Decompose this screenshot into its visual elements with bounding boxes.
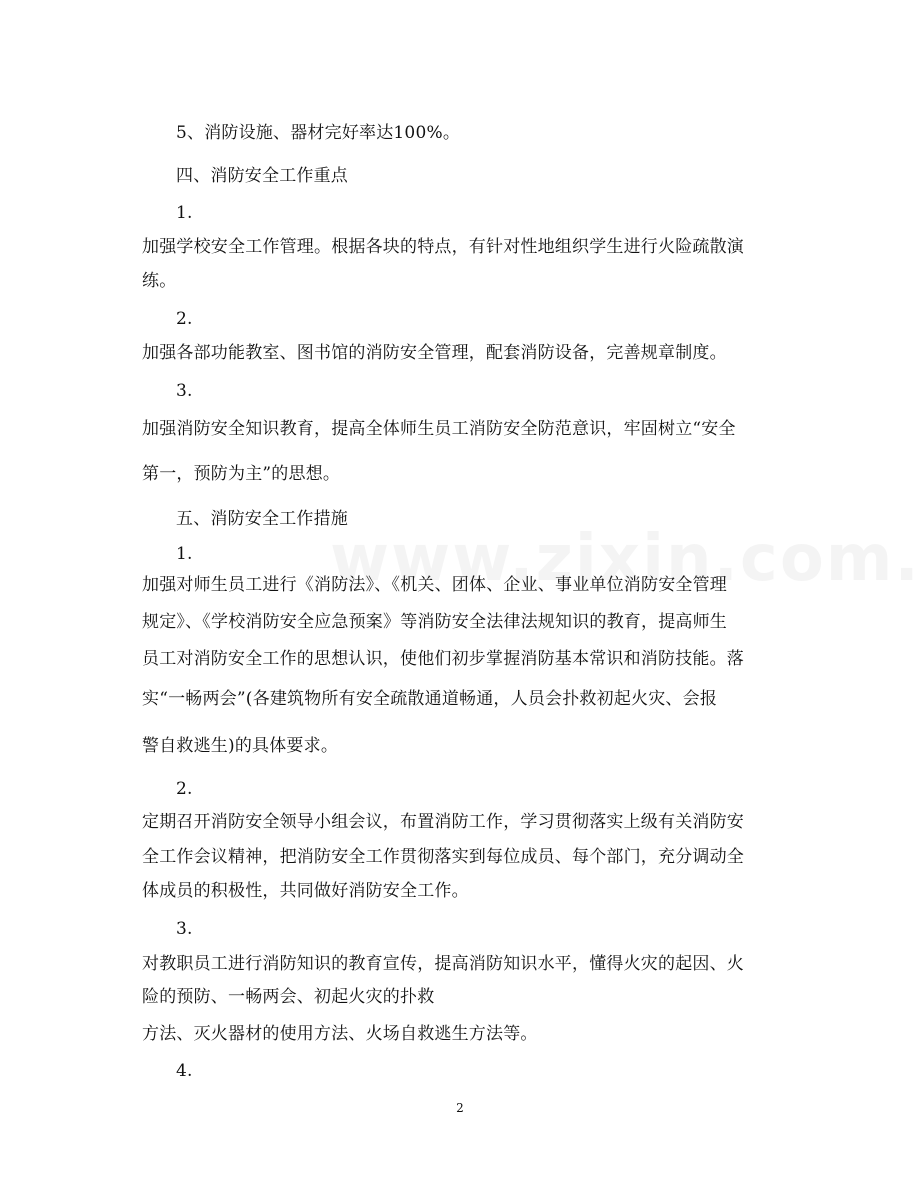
paragraph-line: 全工作会议精神，把消防安全工作贯彻落实到每位成员、每个部门，充分调动全 [142,847,744,867]
paragraph-line: 定期召开消防安全领导小组会议，布置消防工作，学习贯彻落实上级有关消防安 [142,812,744,832]
item-number: 1. [176,203,193,223]
paragraph-line: 实“一畅两会”(各建筑物所有安全疏散通道畅通，人员会扑救初起火灾、会报 [142,689,718,709]
paragraph-line: 加强学校安全工作管理。根据各块的特点，有针对性地组织学生进行火险疏散演 [142,237,744,257]
paragraph-line: 加强消防安全知识教育，提高全体师生员工消防安全防范意识，牢固树立“安全 [142,419,736,439]
item-number: 2. [176,779,193,799]
section-heading-4: 四、消防安全工作重点 [176,166,348,186]
paragraph-line: 警自救逃生)的具体要求。 [142,736,339,756]
text-line-target-5: 5、消防设施、器材完好率达100%。 [176,123,461,143]
page-number: 2 [456,1101,464,1115]
paragraph-line: 规定》、《学校消防安全应急预案》等消防安全法律法规知识的教育，提高师生 [142,612,727,632]
paragraph-line: 体成员的积极性，共同做好消防安全工作。 [142,881,469,901]
paragraph-line: 练。 [142,271,177,291]
item-number: 3. [176,919,193,939]
paragraph-line: 对教职员工进行消防知识的教育宣传，提高消防知识水平，懂得火灾的起因、火 [142,954,744,974]
paragraph-line: 加强对师生员工进行《消防法》、《机关、团体、企业、事业单位消防安全管理 [142,575,727,595]
item-number: 1. [176,544,193,564]
paragraph-line: 员工对消防安全工作的思想认识，使他们初步掌握消防基本常识和消防技能。落 [142,649,744,669]
paragraph-line: 第一，预防为主”的思想。 [142,464,341,484]
item-number: 3. [176,381,193,401]
item-number: 4. [176,1061,193,1081]
paragraph-line: 方法、灭火器材的使用方法、火场自救逃生方法等。 [142,1024,538,1044]
paragraph-line: 险的预防、一畅两会、初起火灾的扑救 [142,987,435,1007]
paragraph-line: 加强各部功能教室、图书馆的消防安全管理，配套消防设备，完善规章制度。 [142,343,727,363]
item-number: 2. [176,309,193,329]
section-heading-5: 五、消防安全工作措施 [176,509,348,529]
